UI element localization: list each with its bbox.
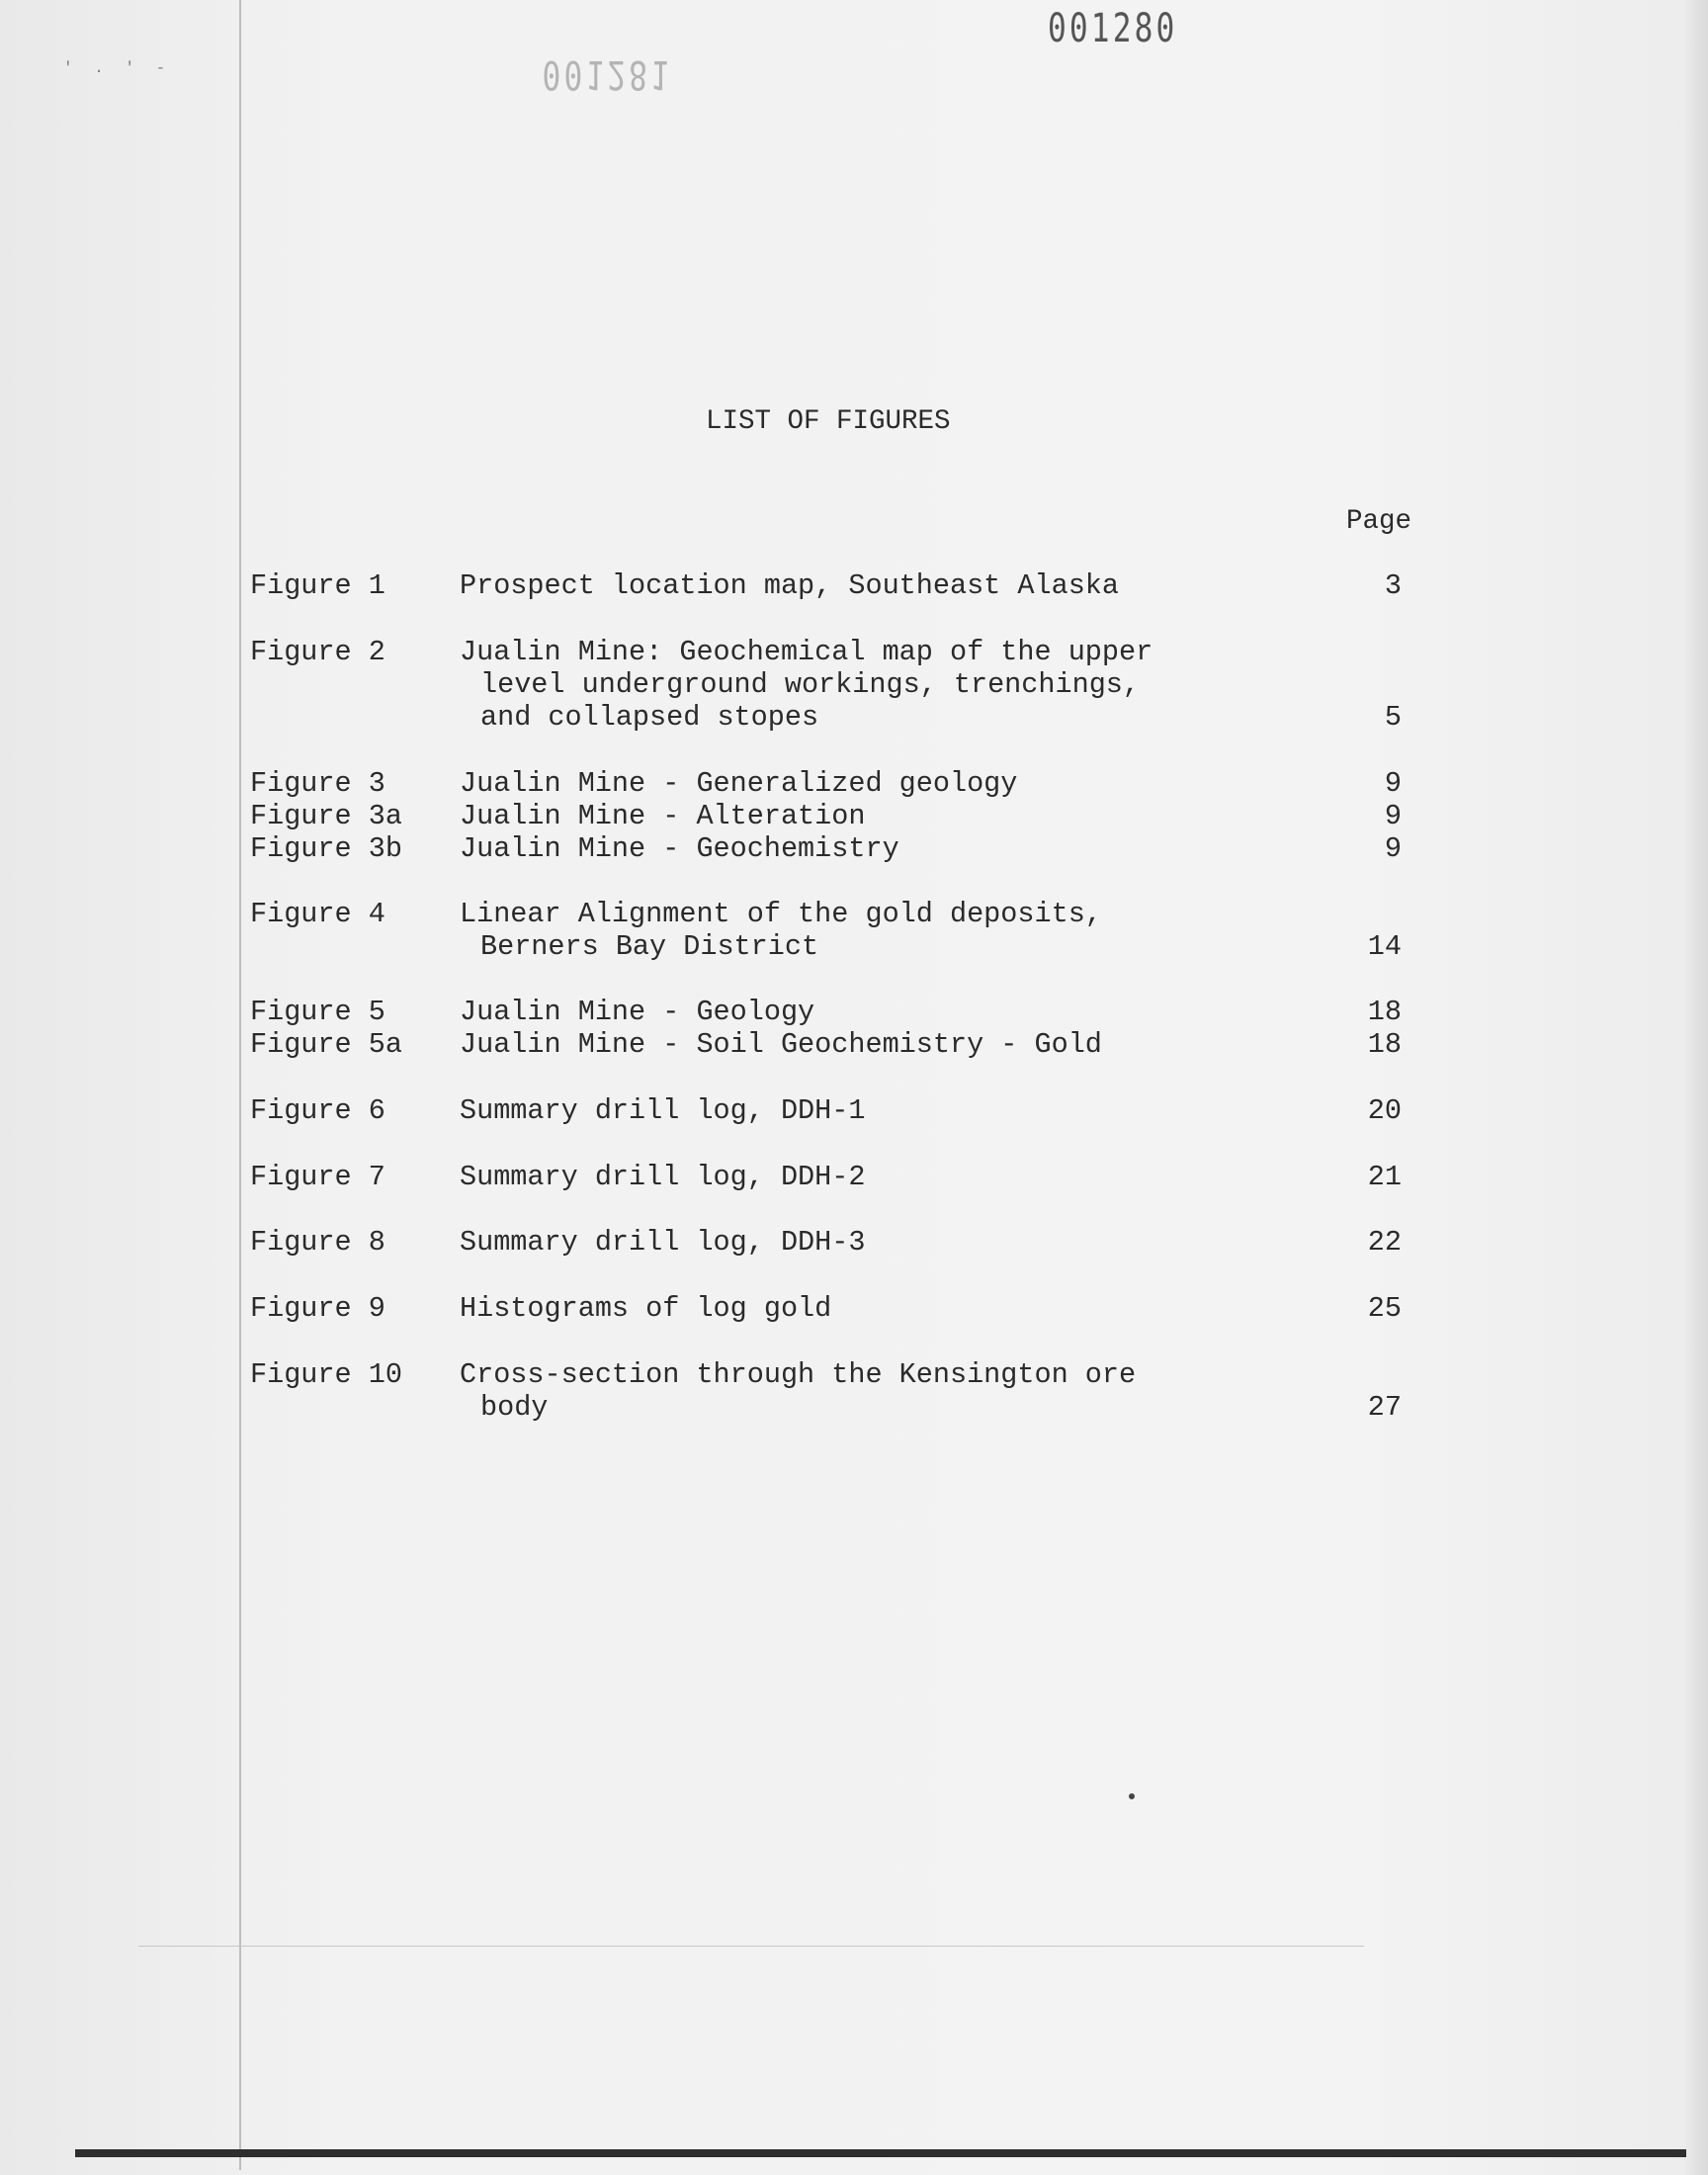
figure-description-line: Jualin Mine - Generalized geology bbox=[460, 767, 1018, 800]
figure-description-line: Jualin Mine - Geochemistry bbox=[460, 832, 899, 865]
corner-specks: ' . ' - bbox=[63, 59, 172, 77]
figure-page-number: 9 bbox=[1384, 800, 1402, 832]
figure-description-line: Summary drill log, DDH-2 bbox=[460, 1161, 866, 1193]
figure-description-line: Berners Bay District bbox=[480, 930, 819, 963]
figure-description-line: Jualin Mine - Soil Geochemistry - Gold bbox=[460, 1028, 1102, 1061]
figure-description-line: Summary drill log, DDH-3 bbox=[460, 1226, 866, 1259]
figure-description bbox=[460, 636, 1153, 734]
figure-label: Figure 1 bbox=[250, 569, 385, 602]
figure-label: Figure 10 bbox=[250, 1358, 402, 1391]
figure-description-line: Jualin Mine: Geochemical map of the upper bbox=[460, 636, 1153, 668]
bottom-scan-edge bbox=[75, 2149, 1686, 2157]
figure-label: Figure 4 bbox=[250, 898, 385, 930]
figure-page-number: 9 bbox=[1384, 767, 1402, 800]
figure-description bbox=[460, 996, 814, 1028]
bleed-through-stamp: 001281 bbox=[542, 51, 672, 97]
figure-page-number: 25 bbox=[1367, 1292, 1402, 1325]
page-title: LIST OF FIGURES bbox=[706, 406, 951, 437]
figure-description bbox=[460, 1292, 831, 1325]
figure-description-line: Summary drill log, DDH-1 bbox=[460, 1094, 866, 1127]
faint-horizontal-rule bbox=[138, 1946, 1364, 1947]
figure-label: Figure 7 bbox=[250, 1161, 385, 1193]
figure-description-line: Jualin Mine - Geology bbox=[460, 996, 815, 1028]
figure-label: Figure 5 bbox=[250, 996, 385, 1028]
figure-description-line: Jualin Mine - Alteration bbox=[460, 800, 866, 832]
page-edge-shadow bbox=[1682, 0, 1708, 2175]
figure-label: Figure 3 bbox=[250, 767, 385, 800]
figure-description-line: Prospect location map, Southeast Alaska bbox=[460, 569, 1120, 602]
figure-page-number: 18 bbox=[1367, 996, 1402, 1028]
figure-description bbox=[460, 832, 899, 865]
figure-label: Figure 2 bbox=[250, 636, 385, 668]
page-column-header: Page bbox=[1346, 506, 1412, 537]
figure-description bbox=[460, 767, 1017, 800]
figure-description bbox=[460, 1094, 865, 1127]
figure-page-number: 14 bbox=[1367, 930, 1402, 963]
figure-description bbox=[460, 898, 1102, 963]
figure-description bbox=[460, 1028, 1102, 1061]
figure-page-number: 27 bbox=[1367, 1391, 1402, 1424]
figure-label: Figure 5a bbox=[250, 1028, 402, 1061]
figure-description bbox=[460, 569, 1119, 602]
figure-description bbox=[460, 1161, 865, 1193]
figure-page-number: 18 bbox=[1367, 1028, 1402, 1061]
figure-page-number: 3 bbox=[1384, 569, 1402, 602]
figure-label: Figure 3a bbox=[250, 800, 402, 832]
figure-page-number: 22 bbox=[1367, 1226, 1402, 1259]
figure-description-line: and collapsed stopes bbox=[480, 701, 819, 734]
figure-description bbox=[460, 800, 865, 832]
figure-page-number: 20 bbox=[1367, 1094, 1402, 1127]
figure-label: Figure 9 bbox=[250, 1292, 385, 1325]
binding-margin-line bbox=[239, 0, 241, 2170]
figure-description-line: Linear Alignment of the gold deposits, bbox=[460, 898, 1102, 930]
figure-page-number: 21 bbox=[1367, 1161, 1402, 1193]
figure-description-line: level underground workings, trenchings, bbox=[480, 668, 1141, 701]
figure-page-number: 9 bbox=[1384, 832, 1402, 865]
figure-label: Figure 6 bbox=[250, 1094, 385, 1127]
ink-speck bbox=[1129, 1793, 1135, 1799]
figure-description bbox=[460, 1226, 865, 1259]
figure-label: Figure 8 bbox=[250, 1226, 385, 1259]
figure-label: Figure 3b bbox=[250, 832, 402, 865]
document-number-stamp: 001280 bbox=[1048, 6, 1178, 51]
figure-description bbox=[460, 1358, 1136, 1424]
figure-description-line: body bbox=[480, 1391, 549, 1424]
figure-description-line: Cross-section through the Kensington ore bbox=[460, 1358, 1137, 1391]
figure-page-number: 5 bbox=[1384, 701, 1402, 734]
figure-description-line: Histograms of log gold bbox=[460, 1292, 832, 1325]
